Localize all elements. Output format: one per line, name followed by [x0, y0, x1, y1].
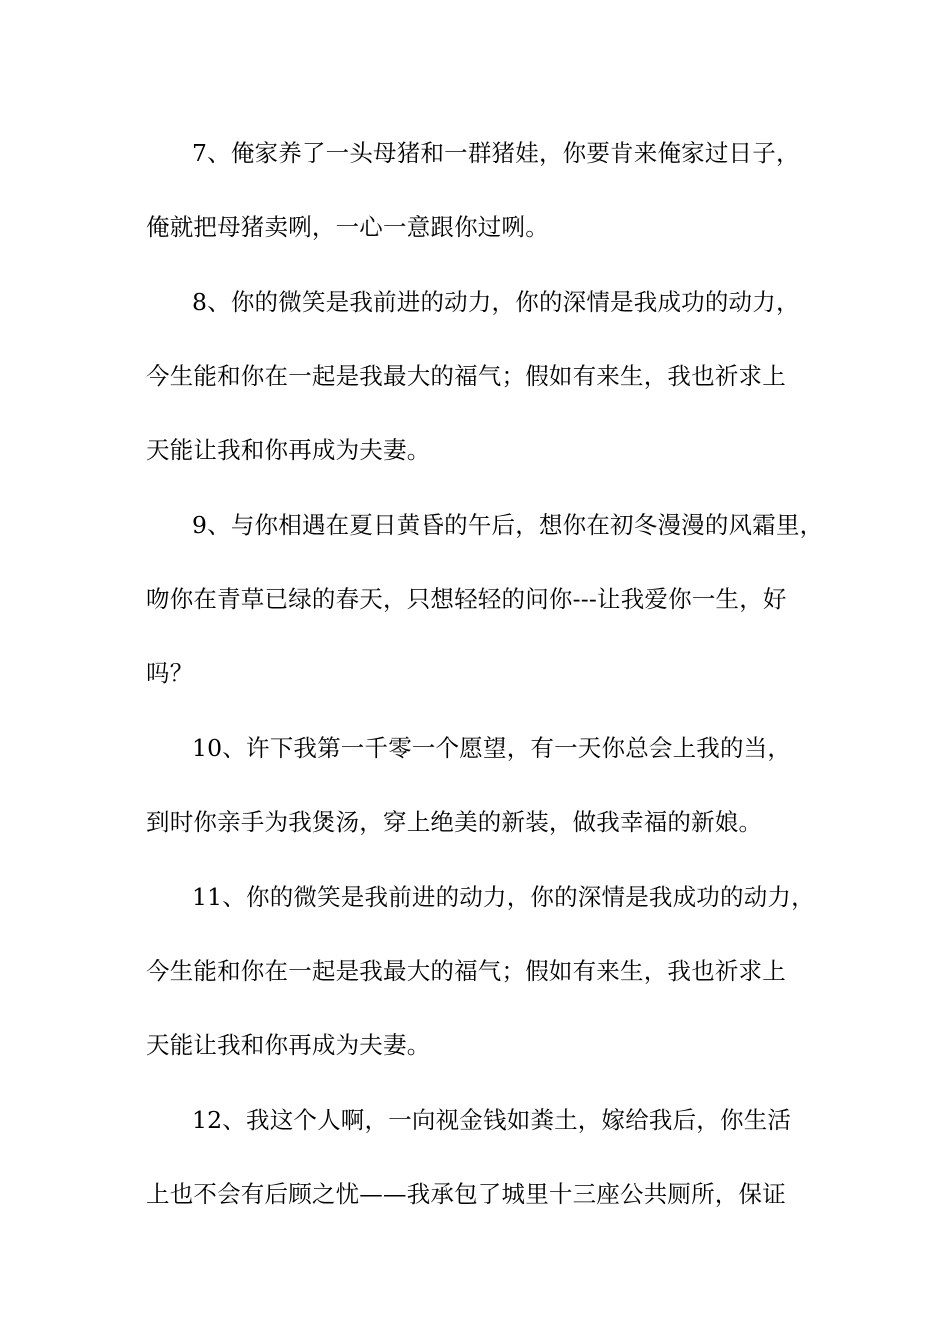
paragraph-11-line-2: 今生能和你在一起是我最大的福气；假如有来生，我也祈求上	[146, 957, 786, 985]
paragraph-12-line-1: 12、我这个人啊，一向视金钱如粪土，嫁给我后，你生活	[192, 1106, 792, 1134]
paragraph-7-line-1: 7、俺家养了一头母猪和一群猪娃，你要肯来俺家过日子，	[192, 139, 800, 167]
paragraph-11-line-1: 11、你的微笑是我前进的动力，你的深情是我成功的动力，	[192, 883, 815, 911]
paragraph-11-line-3: 天能让我和你再成为夫妻。	[146, 1031, 431, 1059]
paragraph-7-line-2: 俺就把母猪卖咧，一心一意跟你过咧。	[146, 213, 549, 241]
paragraph-8-line-3: 天能让我和你再成为夫妻。	[146, 436, 431, 464]
paragraph-12-line-2: 上也不会有后顾之忧——我承包了城里十三座公共厕所，保证	[146, 1180, 786, 1208]
paragraph-9-line-1: 9、与你相遇在夏日黄昏的午后，想你在初冬漫漫的风霜里，	[192, 511, 824, 539]
paragraph-10-line-1: 10、许下我第一千零一个愿望，有一天你总会上我的当，	[192, 734, 792, 762]
paragraph-9-line-2: 吻你在青草已绿的春天，只想轻轻的问你---让我爱你一生，好	[146, 585, 787, 613]
paragraph-8-line-1: 8、你的微笑是我前进的动力，你的深情是我成功的动力，	[192, 288, 800, 316]
paragraph-8-line-2: 今生能和你在一起是我最大的福气；假如有来生，我也祈求上	[146, 362, 786, 390]
paragraph-9-line-3: 吗？	[146, 659, 194, 687]
paragraph-10-line-2: 到时你亲手为我煲汤，穿上绝美的新装，做我幸福的新娘。	[146, 808, 763, 836]
